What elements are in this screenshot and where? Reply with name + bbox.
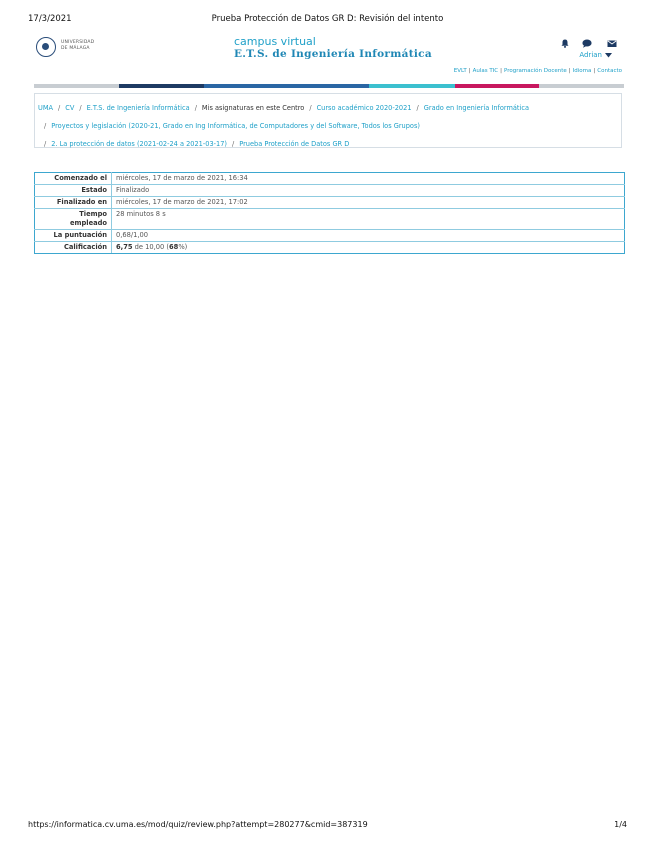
campus-virtual-title: campus virtual — [234, 35, 316, 48]
breadcrumb-uma[interactable]: UMA — [38, 104, 54, 112]
finished-value: miércoles, 17 de marzo de 2021, 17:02 — [112, 197, 625, 209]
link-programacion-docente[interactable]: Programación Docente — [504, 68, 567, 74]
top-links: EVLT | Aulas TIC | Programación Docente | Idioma | Contacto — [453, 68, 622, 74]
breadcrumb-my-courses: Mis asignaturas en este Centro — [201, 104, 305, 112]
breadcrumb-quiz[interactable]: Prueba Protección de Datos GR D — [239, 140, 350, 148]
state-value: Finalizado — [112, 185, 625, 197]
chevron-down-icon[interactable] — [605, 53, 612, 58]
color-bar — [34, 84, 624, 88]
started-label: Comenzado el — [35, 173, 112, 185]
table-row — [35, 197, 625, 209]
user-menu-icons — [547, 39, 617, 49]
time-label: Tiempo empleado — [35, 209, 112, 230]
university-seal-icon — [36, 37, 56, 57]
breadcrumb-year[interactable]: Curso académico 2020-2021 — [316, 104, 412, 112]
chat-icon[interactable] — [582, 39, 592, 48]
color-bar-segment — [369, 84, 455, 88]
university-logo[interactable] — [36, 37, 96, 59]
bell-icon[interactable] — [561, 39, 569, 48]
breadcrumb-topic[interactable]: 2. La protección de datos (2021-02-24 a 2021-03-17) — [51, 140, 227, 148]
link-contacto[interactable]: Contacto — [597, 68, 622, 74]
school-name: E.T.S. de Ingeniería Informática — [234, 48, 432, 60]
started-value: miércoles, 17 de marzo de 2021, 16:34 — [112, 173, 625, 185]
breadcrumb-degree[interactable]: Grado en Ingeniería Informática — [423, 104, 530, 112]
color-bar-segment — [455, 84, 539, 88]
breadcrumb: UMA / CV / E.T.S. de Ingeniería Informática / Mis asignaturas en este Centro / Curso académico 2020-2021 / Grado en Ingeniería Informática / Proyectos y legislación (2020-21, Grado en Ing Informática, de Computadores y del Software, Todos los Grupos) / 2. La protección de datos (2021-02-24 a 2021-03-17) / Prueba Protección de Datos GR D — [34, 93, 622, 148]
color-bar-segment — [539, 84, 624, 88]
color-bar-segment — [204, 84, 369, 88]
breadcrumb-school[interactable]: E.T.S. de Ingeniería Informática — [86, 104, 190, 112]
attempt-summary-table — [34, 172, 625, 254]
state-label: Estado — [35, 185, 112, 197]
score-label: La puntuación — [35, 230, 112, 242]
link-evlt[interactable]: EVLT — [453, 68, 467, 74]
table-row — [35, 185, 625, 197]
logo-text: UNIVERSIDAD DE MÁLAGA — [61, 40, 95, 51]
table-row — [35, 242, 625, 254]
print-header — [28, 14, 627, 26]
print-footer — [28, 820, 627, 832]
finished-label: Finalizado en — [35, 197, 112, 209]
breadcrumb-course[interactable]: Proyectos y legislación (2020-21, Grado en Ing Informática, de Computadores y del Software, Todos los Grupos) — [51, 122, 420, 130]
color-bar-segment — [119, 84, 204, 88]
breadcrumb-cv[interactable]: CV — [65, 104, 75, 112]
site-brand[interactable] — [234, 36, 432, 61]
page-number: 1/4 — [614, 820, 627, 829]
table-row — [35, 173, 625, 185]
link-idioma[interactable]: Idioma — [572, 68, 592, 74]
grade-value: 6,75 de 10,00 (68%) — [112, 242, 625, 254]
link-aulas-tic[interactable]: Aulas TIC — [472, 68, 499, 74]
score-value: 0,68/1,00 — [112, 230, 625, 242]
table-row — [35, 209, 625, 230]
mail-icon[interactable] — [607, 39, 617, 48]
time-value: 28 minutos 8 s — [112, 209, 625, 230]
print-url: https://informatica.cv.uma.es/mod/quiz/review.php?attempt=280277&cmid=387319 — [28, 820, 368, 829]
user-name[interactable]: Adrian — [579, 51, 602, 59]
print-title: Prueba Protección de Datos GR D: Revisión del intento — [211, 14, 444, 24]
table-row — [35, 230, 625, 242]
print-date: 17/3/2021 — [28, 14, 72, 24]
color-bar-segment — [34, 84, 119, 88]
grade-label: Calificación — [35, 242, 112, 254]
